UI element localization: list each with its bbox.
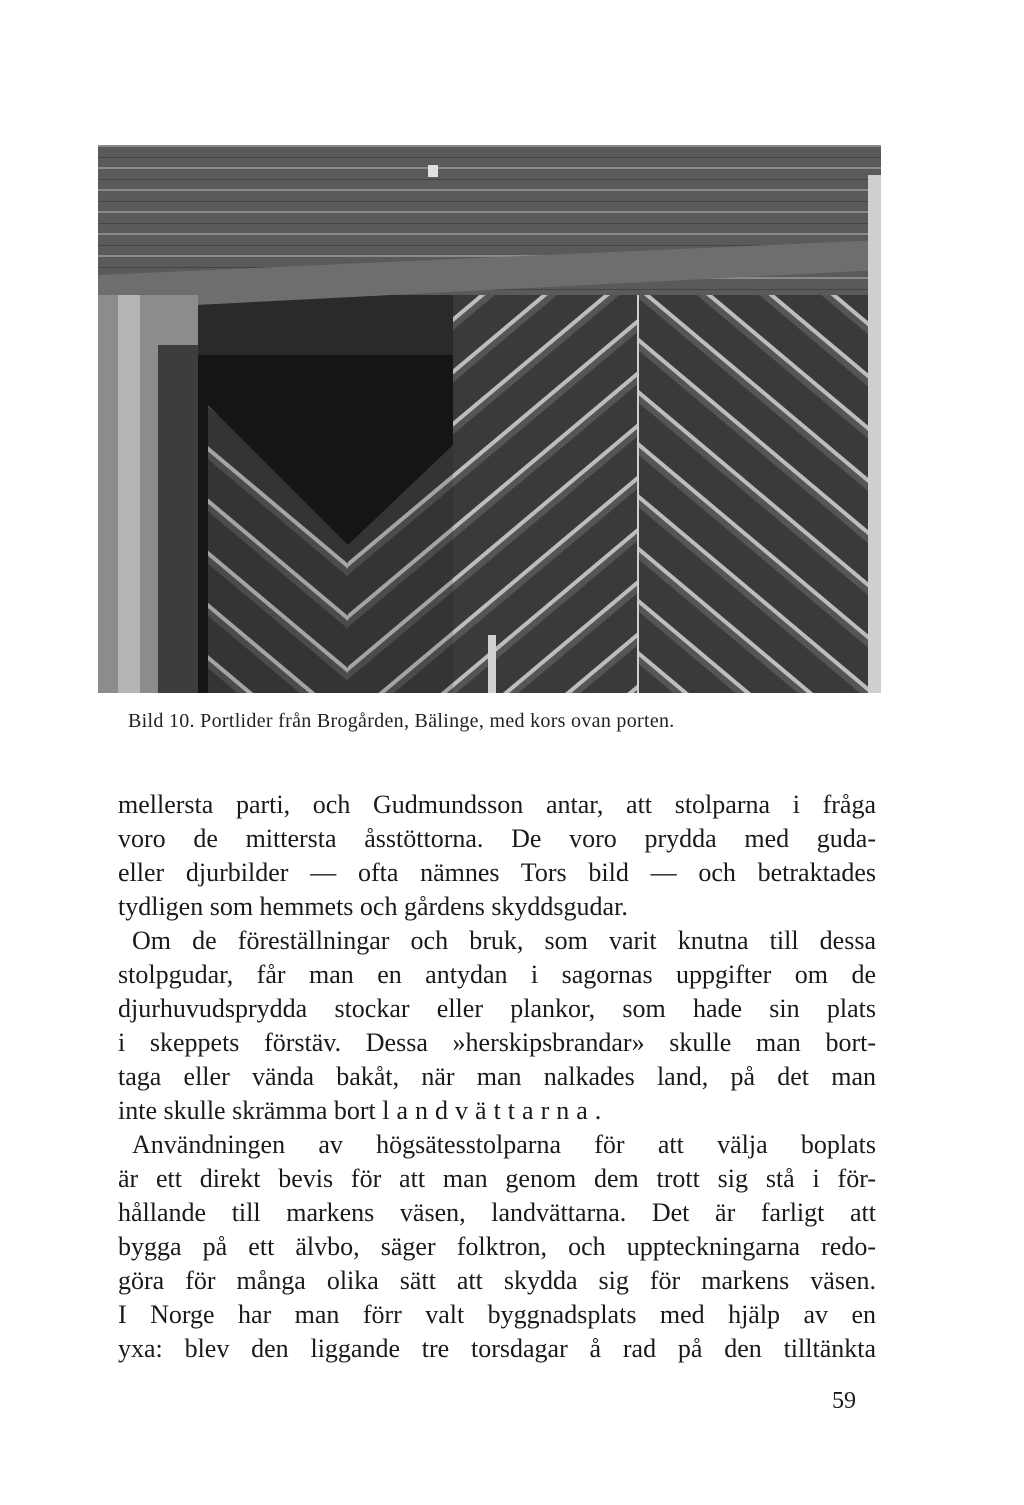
text-line: stolpgudar, får man en antydan i sagornas uppgifter om de: [118, 960, 876, 989]
text-line: I Norge har man förr valt byggnadsplats med hjälp av en: [118, 1300, 876, 1329]
cross-mark: [428, 165, 438, 177]
text-line: djurhuvudsprydda stockar eller plankor, som hade sin plats: [118, 994, 876, 1023]
text-line: eller djurbilder — ofta nämnes Tors bild — och betraktades: [118, 858, 876, 887]
text-line: yxa: blev den liggande tre torsdagar å rad på den tilltänkta: [118, 1334, 876, 1363]
text-line: i skeppets förstäv. Dessa »herskipsbrandar» skulle man bort-: [118, 1028, 876, 1057]
photograph-barn-door: [98, 145, 881, 693]
text-line: bygga på ett älvbo, säger folktron, och uppteckningarna redo-: [118, 1232, 876, 1261]
door-latch: [488, 635, 496, 693]
text-line: mellersta parti, och Gudmundsson antar, att stolparna i fråga: [118, 790, 876, 819]
text-line: hållande till markens väsen, landvättarna. Det är farligt att: [118, 1198, 876, 1227]
text-line: Användningen av högsätesstolparna för att välja boplats: [132, 1130, 876, 1159]
text-line: taga eller vända bakåt, när man nalkades land, på det man: [118, 1062, 876, 1091]
body-text: [118, 788, 876, 1366]
text-line: Om de föreställningar och bruk, som varit knutna till dessa: [132, 926, 876, 955]
page-number: 59: [832, 1388, 856, 1414]
text-line-emphasis: [118, 1094, 876, 1128]
text-line: voro de mittersta åsstöttorna. De voro prydda med guda-: [118, 824, 876, 853]
text-fragment: .: [594, 1096, 602, 1125]
text-line: är ett direkt bevis för att man genom dem trott sig stå i för-: [118, 1164, 876, 1193]
text-line: tydligen som hemmets och gårdens skyddsgudar.: [118, 892, 628, 921]
text-fragment: inte skulle skrämma bort: [118, 1096, 383, 1125]
text-line: göra för många olika sätt att skydda sig för markens väsen.: [118, 1266, 876, 1295]
spaced-word-landvattarna: landvättarna: [382, 1096, 595, 1125]
figure-caption: Bild 10. Portlider från Brogården, Bälinge, med kors ovan porten.: [128, 710, 675, 732]
